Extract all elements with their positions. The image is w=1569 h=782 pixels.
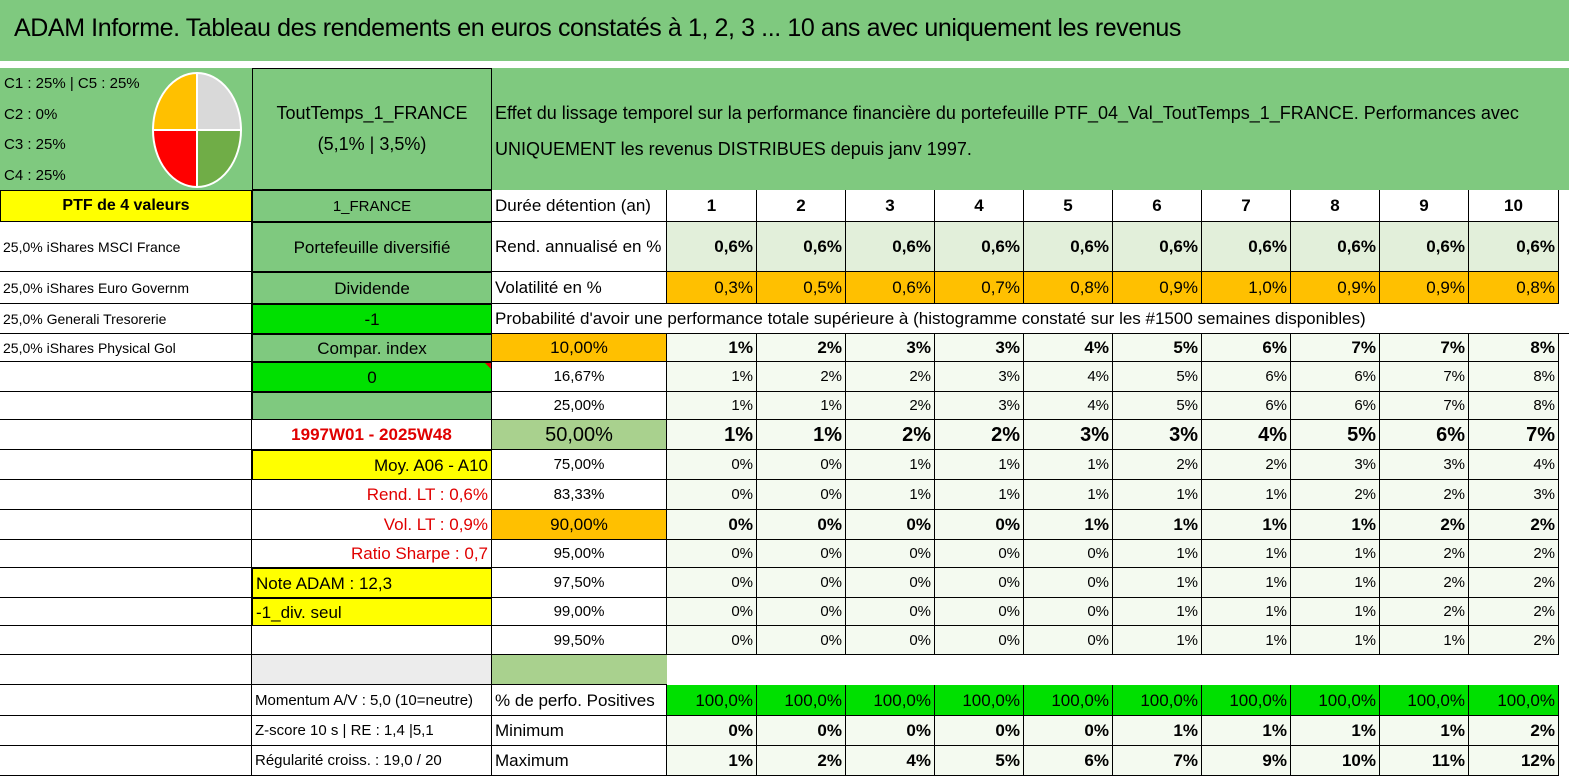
empty-cell [0,420,252,450]
positives-value: 100,0% [757,685,846,716]
probability-value: 1% [667,420,757,450]
page-title: ADAM Informe. Tableau des rendements en euros constatés à 1, 2, 3 ... 10 ans avec uniquement les revenus [14,14,1181,42]
rend-value: 0,6% [846,222,935,272]
probability-value: 2% [757,362,846,392]
probability-value: 2% [1469,598,1559,626]
probability-value: 4% [1024,334,1113,362]
empty-cell [252,626,492,655]
positives-value: 100,0% [1291,685,1380,716]
probability-value: 5% [1113,334,1202,362]
rend-value: 0,6% [1291,222,1380,272]
empty-green-cell [252,392,492,420]
pie-slice-c4 [197,130,241,187]
probability-value: 0% [846,598,935,626]
pie-slice-c5 [197,73,241,130]
maximum-value: 10% [1291,746,1380,776]
minimum-value: 2% [1469,716,1559,746]
maximum-value: 11% [1380,746,1469,776]
empty-cell [0,655,252,685]
description-line-1: Effet du lissage temporel sur la performance financière du portefeuille PTF_04_Val_ToutTemps_1_FRANCE. Performances avec [495,103,1519,123]
probability-value: 2% [935,420,1024,450]
ratio-sharpe: Ratio Sharpe : 0,7 [252,540,492,568]
probability-value: 3% [1291,450,1380,480]
probability-value: 0% [667,626,757,655]
pie-slice-c3 [153,130,197,187]
probability-value: 1% [1024,510,1113,540]
probability-value: 1% [846,450,935,480]
div-seul: -1_div. seul [252,598,492,626]
probability-header: Probabilité d'avoir une performance totale supérieure à (histogramme constaté sur les #1500 semaines disponibles) [492,304,1569,334]
allocation-pie-chart [152,70,242,190]
probability-value: 1% [1113,540,1202,568]
empty-green-cell [492,655,667,685]
probability-value: 1% [846,480,935,510]
maximum-value: 2% [757,746,846,776]
probability-value: 3% [935,334,1024,362]
probability-value: 7% [1291,334,1380,362]
probability-value: 4% [1024,362,1113,392]
probability-threshold: 99,00% [492,598,667,626]
probability-value: 2% [846,420,935,450]
probability-value: 3% [1380,450,1469,480]
probability-value: 0% [757,626,846,655]
diversified-label: Portefeuille diversifié [252,222,492,272]
dividende-value: -1 [252,304,492,334]
maximum-value: 1% [667,746,757,776]
maximum-value: 4% [846,746,935,776]
vol-value: 0,7% [935,272,1024,304]
probability-value: 1% [667,362,757,392]
empty-cell [0,716,252,746]
description-line-2: UNIQUEMENT les revenus DISTRIBUES depuis janv 1997. [495,139,972,159]
probability-value: 3% [1113,420,1202,450]
positives-value: 100,0% [1024,685,1113,716]
year-header: 6 [1113,190,1202,222]
holding-2: 25,0% iShares Euro Governm [0,272,252,304]
probability-value: 5% [1113,392,1202,420]
minimum-value: 0% [846,716,935,746]
probability-value: 1% [1113,626,1202,655]
portfolio-stats: (5,1% | 3,5%) [317,134,427,154]
probability-value: 0% [935,510,1024,540]
probability-value: 1% [1202,626,1291,655]
vol-value: 0,9% [1380,272,1469,304]
empty-cell [0,510,252,540]
probability-value: 3% [846,334,935,362]
probability-value: 2% [1380,540,1469,568]
rend-value: 0,6% [1024,222,1113,272]
probability-value: 3% [935,362,1024,392]
moy-label: Moy. A06 - A10 [252,450,492,480]
probability-value: 4% [1024,392,1113,420]
probability-value: 1% [1202,598,1291,626]
probability-value: 1% [1202,510,1291,540]
rend-value: 0,6% [1202,222,1291,272]
probability-value: 7% [1380,392,1469,420]
positives-value: 100,0% [1380,685,1469,716]
rend-value: 0,6% [935,222,1024,272]
maximum-value: 12% [1469,746,1559,776]
probability-value: 0% [667,510,757,540]
portfolio-name-cell [252,68,492,190]
probability-value: 0% [757,540,846,568]
legend-line-1: C1 : 25% | C5 : 25% [4,75,140,92]
vol-value: 0,9% [1113,272,1202,304]
portfolio-name: ToutTemps_1_FRANCE [276,103,468,124]
probability-threshold: 75,00% [492,450,667,480]
minimum-value: 0% [1024,716,1113,746]
probability-value: 2% [1113,450,1202,480]
probability-value: 7% [1469,420,1559,450]
probability-value: 2% [846,392,935,420]
probability-value: 1% [1024,480,1113,510]
probability-value: 5% [1291,420,1380,450]
year-header: 2 [757,190,846,222]
holding-1: 25,0% iShares MSCI France [0,222,252,272]
vol-value: 0,3% [667,272,757,304]
positives-value: 100,0% [1469,685,1559,716]
probability-value: 4% [1202,420,1291,450]
empty-cell [0,568,252,598]
rend-value: 0,6% [1469,222,1559,272]
empty-grey-cell [252,655,492,685]
vol-value: 0,8% [1024,272,1113,304]
empty-cell [0,626,252,655]
probability-value: 0% [667,480,757,510]
vol-value: 0,5% [757,272,846,304]
minimum-value: 0% [757,716,846,746]
probability-value: 1% [1291,510,1380,540]
rend-value: 0,6% [757,222,846,272]
probability-value: 1% [757,420,846,450]
compar-index-value: 0 [252,362,492,392]
year-header: 4 [935,190,1024,222]
probability-value: 0% [667,540,757,568]
probability-value: 0% [846,540,935,568]
probability-value: 0% [667,450,757,480]
maximum-label: Maximum [492,746,667,776]
empty-cell [0,392,252,420]
probability-value: 2% [1202,450,1291,480]
maximum-value: 9% [1202,746,1291,776]
vol-value: 0,8% [1469,272,1559,304]
probability-value: 1% [1113,568,1202,598]
legend-line-2: C2 : 0% [4,106,58,123]
maximum-value: 7% [1113,746,1202,776]
probability-value: 8% [1469,334,1559,362]
probability-threshold: 50,00% [492,420,667,450]
probability-value: 5% [1113,362,1202,392]
rend-lt: Rend. LT : 0,6% [252,480,492,510]
probability-value: 3% [1024,420,1113,450]
empty-cell [0,450,252,480]
holding-4: 25,0% iShares Physical Gol [0,334,252,362]
probability-value: 0% [935,540,1024,568]
vol-label: Volatilité en % [492,272,667,304]
rend-value: 0,6% [1113,222,1202,272]
probability-value: 0% [667,598,757,626]
probability-threshold: 99,50% [492,626,667,655]
legend-line-3: C3 : 25% [4,136,66,153]
empty-cell [0,480,252,510]
minimum-value: 0% [667,716,757,746]
probability-value: 1% [1291,568,1380,598]
pie-slice-c1 [153,73,197,130]
vol-value: 1,0% [1202,272,1291,304]
empty-cell [0,362,252,392]
minimum-value: 0% [935,716,1024,746]
note-adam: Note ADAM : 12,3 [252,568,492,598]
year-header: 5 [1024,190,1113,222]
positives-value: 100,0% [935,685,1024,716]
probability-value: 1% [1291,540,1380,568]
probability-value: 0% [1024,568,1113,598]
positives-label: % de perfo. Positives [492,685,667,716]
probability-value: 0% [757,568,846,598]
probability-value: 2% [1469,626,1559,655]
year-header: 7 [1202,190,1291,222]
minimum-value: 1% [1291,716,1380,746]
probability-threshold: 10,00% [492,334,667,362]
probability-value: 6% [1202,362,1291,392]
rend-value: 0,6% [1380,222,1469,272]
probability-value: 3% [935,392,1024,420]
probability-value: 1% [1380,626,1469,655]
probability-threshold: 83,33% [492,480,667,510]
probability-value: 1% [1291,626,1380,655]
vol-value: 0,6% [846,272,935,304]
probability-value: 1% [1202,568,1291,598]
maximum-value: 6% [1024,746,1113,776]
probability-value: 1% [1202,540,1291,568]
probability-threshold: 16,67% [492,362,667,392]
duration-label: Durée détention (an) [492,190,667,222]
year-header: 9 [1380,190,1469,222]
probability-value: 1% [1024,450,1113,480]
title-bar [0,0,1569,63]
vol-lt: Vol. LT : 0,9% [252,510,492,540]
probability-threshold: 90,00% [492,510,667,540]
probability-value: 2% [1469,510,1559,540]
probability-value: 2% [1380,598,1469,626]
probability-value: 2% [1291,480,1380,510]
probability-value: 0% [846,568,935,598]
vol-value: 0,9% [1291,272,1380,304]
portfolio-description [492,68,1569,190]
dividende-label: Dividende [252,272,492,304]
probability-value: 2% [1469,540,1559,568]
probability-value: 7% [1380,334,1469,362]
positives-value: 100,0% [846,685,935,716]
probability-value: 1% [1202,480,1291,510]
probability-value: 2% [846,362,935,392]
probability-value: 4% [1469,450,1559,480]
probability-value: 0% [846,626,935,655]
probability-value: 0% [1024,598,1113,626]
probability-value: 6% [1291,362,1380,392]
probability-value: 6% [1291,392,1380,420]
year-header: 10 [1469,190,1559,222]
positives-value: 100,0% [1113,685,1202,716]
portfolio-code: 1_FRANCE [252,190,492,222]
probability-value: 0% [935,598,1024,626]
minimum-value: 1% [1113,716,1202,746]
minimum-value: 1% [1202,716,1291,746]
ptf-label: PTF de 4 valeurs [0,190,252,222]
empty-cell [0,746,252,776]
period-range: 1997W01 - 2025W48 [252,420,492,450]
empty-cell [0,598,252,626]
probability-value: 6% [1202,392,1291,420]
probability-value: 0% [757,480,846,510]
year-header: 3 [846,190,935,222]
momentum: Momentum A/V : 5,0 (10=neutre) [252,685,492,716]
probability-value: 1% [757,392,846,420]
year-header: 1 [667,190,757,222]
probability-threshold: 95,00% [492,540,667,568]
probability-value: 0% [757,450,846,480]
probability-threshold: 25,00% [492,392,667,420]
maximum-value: 5% [935,746,1024,776]
empty-cell [0,540,252,568]
probability-value: 6% [1380,420,1469,450]
positives-value: 100,0% [667,685,757,716]
probability-value: 1% [1113,510,1202,540]
minimum-value: 1% [1380,716,1469,746]
probability-value: 1% [935,480,1024,510]
probability-value: 2% [757,334,846,362]
positives-value: 100,0% [1202,685,1291,716]
rend-value: 0,6% [667,222,757,272]
probability-value: 2% [1380,480,1469,510]
probability-value: 1% [1291,598,1380,626]
probability-value: 8% [1469,362,1559,392]
probability-value: 1% [1113,480,1202,510]
probability-value: 0% [1024,626,1113,655]
probability-value: 2% [1380,510,1469,540]
empty-cell [0,685,252,716]
probability-value: 0% [667,568,757,598]
probability-value: 1% [1113,598,1202,626]
probability-value: 0% [935,568,1024,598]
probability-value: 0% [935,626,1024,655]
probability-value: 0% [1024,540,1113,568]
probability-value: 1% [667,392,757,420]
legend-line-4: C4 : 25% [4,167,66,184]
minimum-label: Minimum [492,716,667,746]
probability-value: 0% [757,510,846,540]
probability-value: 8% [1469,392,1559,420]
regularite: Régularité croiss. : 19,0 / 20 [252,746,492,776]
holding-3: 25,0% Generali Tresorerie [0,304,252,334]
compar-index-label: Compar. index [252,334,492,362]
probability-value: 1% [667,334,757,362]
probability-value: 1% [935,450,1024,480]
probability-value: 0% [757,598,846,626]
probability-value: 2% [1380,568,1469,598]
probability-value: 7% [1380,362,1469,392]
allocation-legend [0,68,252,190]
year-header: 8 [1291,190,1380,222]
probability-value: 3% [1469,480,1559,510]
probability-value: 0% [846,510,935,540]
z-score: Z-score 10 s | RE : 1,4 |5,1 [252,716,492,746]
probability-value: 2% [1469,568,1559,598]
rend-label: Rend. annualisé en % [492,222,667,272]
probability-value: 6% [1202,334,1291,362]
probability-threshold: 97,50% [492,568,667,598]
